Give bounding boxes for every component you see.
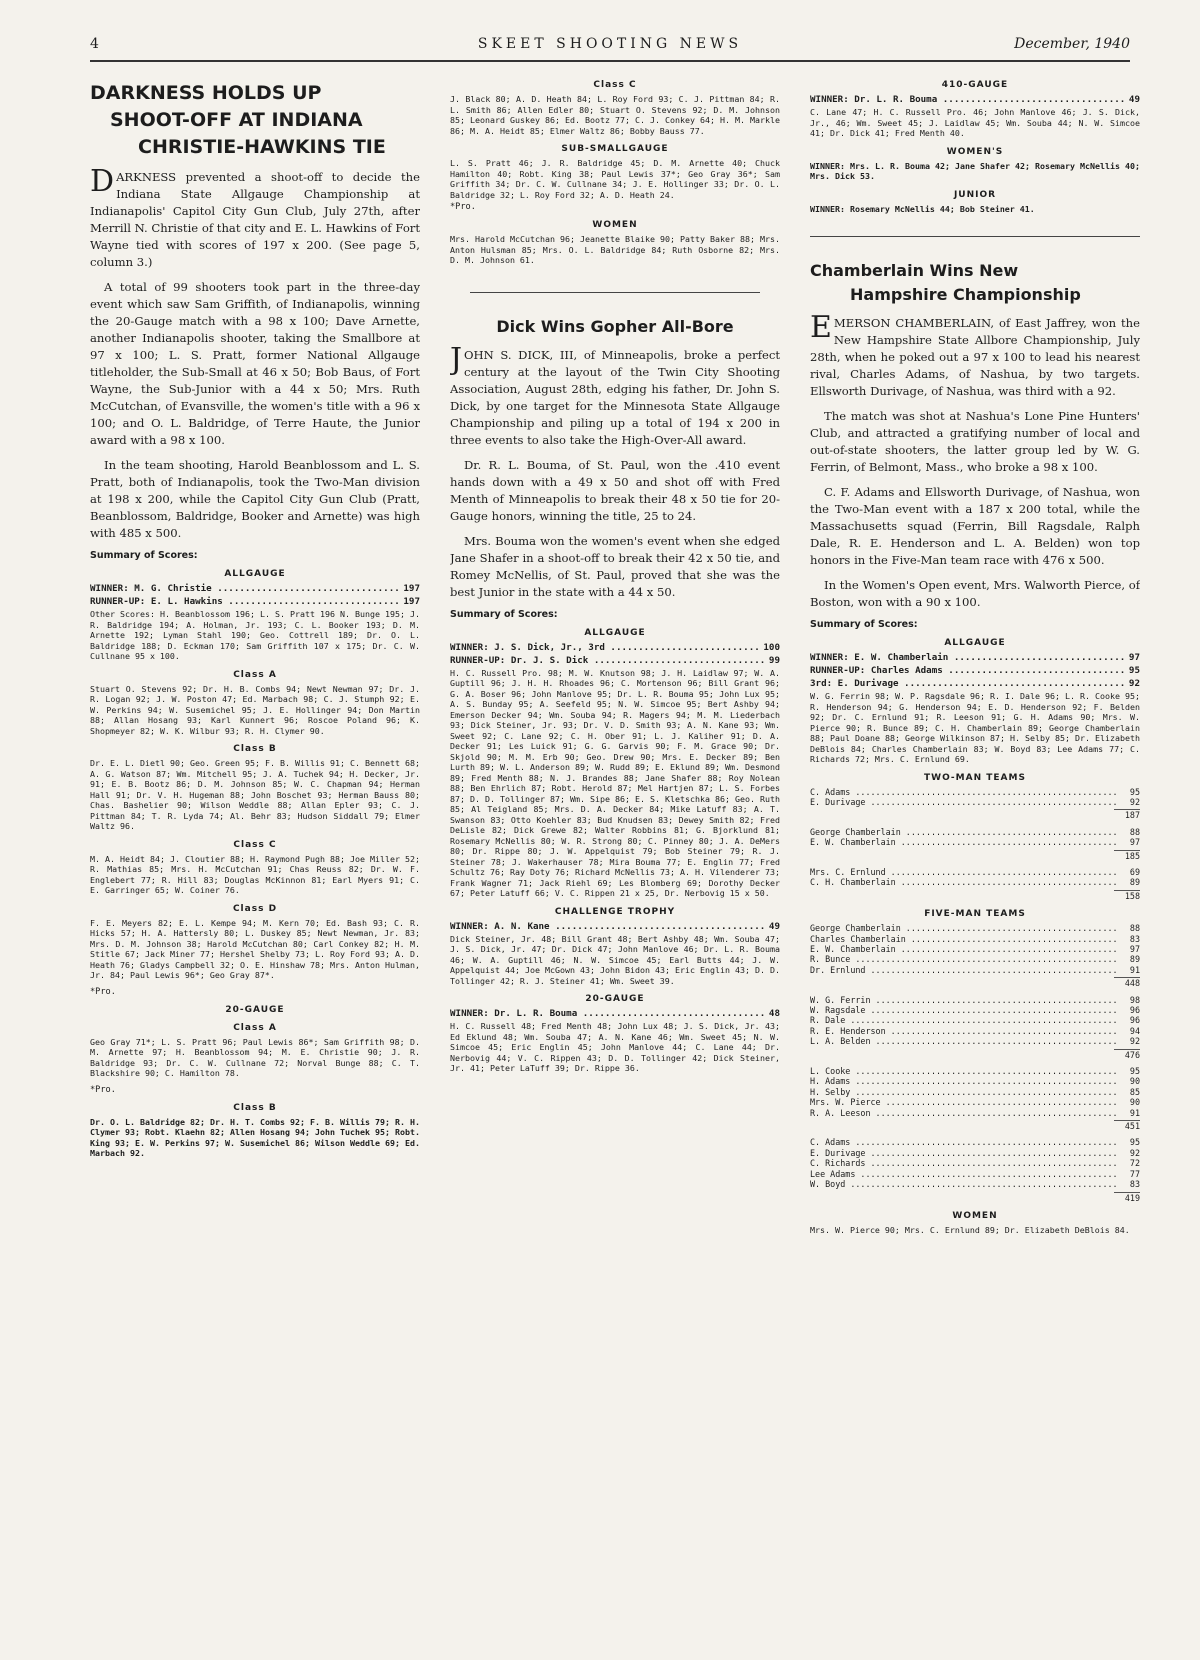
member-name: H. Adams .....	[810, 1076, 1118, 1086]
team-member-row	[810, 944, 1140, 954]
class-c-scores: M. A. Heidt 84; J. Cloutier 88; H. Raymond Pugh 88; Joe Miller 52; R. Mathias 85; Mrs. H. McCutchan 91; Chas Reuss 82; Dr. W. F. Englebert 77; R. Hill 83; Douglas McKinnon 81; Earl Myers 91; C. E. Garringer 65; W. Coiner 76.	[90, 853, 420, 895]
gopher-headline: Dick Wins Gopher All-Bore	[496, 316, 734, 336]
runner-up-label: RUNNER-UP: E. L. Hawkins .....	[90, 596, 400, 607]
410-gauge-scores: C. Lane 47; H. C. Russell Pro. 46; John Manlove 46; J. S. Dick, Jr., 46; Wm. Sweet 45; J. Laidlaw 45; Wm. Souba 44; N. W. Simcoe 41; Dr. Dick 41; Fred Menth 40.	[810, 107, 1140, 138]
headline-line-2: Hampshire Championship	[850, 285, 1081, 304]
20-gauge-class-b-heading: Class B	[233, 1102, 277, 1113]
member-score: 89	[1129, 954, 1140, 965]
member-score: 92	[1129, 796, 1140, 807]
class-c-heading: Class C	[233, 839, 277, 850]
team-member-row	[810, 1148, 1140, 1158]
member-name: L. Cooke .....	[810, 1066, 1118, 1076]
member-name: E. W. Chamberlain .....	[810, 944, 1118, 954]
nh-paragraph-4: In the Women's Open event, Mrs. Walworth Pierce, of Boston, won with a 90 x 100.	[810, 578, 1140, 609]
team-total: 187	[1114, 809, 1140, 820]
team-member-row	[810, 787, 1140, 797]
women-heading: WOMEN	[592, 220, 638, 230]
member-score: 91	[1129, 1107, 1140, 1118]
team-member-row	[810, 1097, 1140, 1107]
member-name: Mrs. W. Pierce .....	[810, 1097, 1118, 1107]
third-place-line	[810, 678, 1140, 689]
other-scores: Other Scores: H. Beanblossom 196; L. S. Pratt 196 N. Bunge 195; J. R. Baldridge 194; A. Holman, Jr. 193; C. L. Booker 193; D. M. Arnette 192; Lyman Stahl 190; Geo. Cottrell 189; Dr. O. L. Baldridge 188; D. Eckman 170; Sam Griffith 107 x 175; Dr. C. W. Cullnane 95 x 100.	[90, 609, 420, 661]
20-gauge-class-a-heading: Class A	[233, 1022, 277, 1033]
member-score: 92	[1129, 1147, 1140, 1158]
team-block	[810, 827, 1140, 861]
member-name: Dr. Ernlund .....	[810, 965, 1118, 975]
team-member-row	[810, 1179, 1140, 1189]
pro-note: *Pro.	[450, 202, 476, 212]
team-block	[810, 995, 1140, 1060]
winner-label: WINNER: J. S. Dick, Jr., 3rd .....	[450, 642, 760, 653]
team-block	[810, 787, 1140, 821]
challenge-winner-line	[450, 921, 780, 932]
member-score: 94	[1129, 1025, 1140, 1036]
team-total: 476	[1114, 1049, 1140, 1060]
winner-score: 49	[1128, 94, 1140, 105]
five-man-teams	[810, 923, 1140, 1203]
member-name: George Chamberlain .....	[810, 827, 1118, 837]
divider	[470, 292, 760, 293]
page-header	[90, 30, 1130, 62]
indiana-paragraph-2: A total of 99 shooters took part in the three-day event which saw Sam Griffith, of Indianapolis, winning the 20-Gauge match with a 98 x 100; Dave Arnette, another Indianapolis shooter, taking the Smallbore at 97 x 100; L. S. Pratt, former National Allgauge titleholder, the Sub-Small at 46 x 50; Bob Baus, of Fort Wayne, the Sub-Junior with a 44 x 50; Mrs. Ruth McCutchan, of Evansville, the women's title with a 96 x 100; and O. L. Baldridge, of Terre Haute, the Junior award with a 98 x 100.	[90, 280, 420, 447]
paragraph-text: MERSON CHAMBERLAIN, of East Jaffrey, won the New Hampshire State Allbore Championship, July 28th, when he poked out a 97 x 100 to lead his nearest rival, Charles Adams, of Nashua, by two targets. Ellsworth Durivage, of Nashua, was third with a 92.	[810, 316, 1140, 398]
winner-score: 48	[768, 1008, 780, 1019]
winner-score: 49	[768, 920, 780, 932]
member-name: L. A. Belden .....	[810, 1036, 1118, 1046]
20-gauge-scores: H. C. Russell 48; Fred Menth 48; John Lux 48; J. S. Dick, Jr. 43; Ed Eklund 48; Wm. Souba 47; A. N. Kane 46; Wm. Sweet 45; N. W. Simcoe 45; Eric Englin 45; John Manlove 44; C. Lane 44; Dr. Nerbovig 44; V. C. Rippen 43; D. D. Tollinger 42; Dick Steiner, Jr. 41; Peter LaTuff 39; Dr. Rippe 36.	[450, 1021, 780, 1073]
nh-paragraph-1	[810, 310, 1140, 400]
headline-line-1: DARKNESS HOLDS UP	[90, 82, 322, 104]
team-block	[810, 923, 1140, 988]
team-total: 451	[1114, 1120, 1140, 1131]
sub-smallgauge-heading: SUB-SMALLGAUGE	[561, 144, 669, 154]
member-score: 83	[1129, 1179, 1140, 1190]
runner-up-score: 99	[768, 654, 780, 666]
winner-label: WINNER: Dr. L. R. Bouma .....	[810, 94, 1126, 105]
team-member-row	[810, 995, 1140, 1005]
runner-up-line	[90, 596, 420, 607]
column-3	[810, 80, 1140, 1650]
member-name: Lee Adams .....	[810, 1169, 1118, 1179]
member-score: 97	[1129, 943, 1140, 954]
member-score: 90	[1129, 1076, 1140, 1087]
womens-scores: WINNER: Mrs. L. R. Bouma 42; Jane Shafer 42; Rosemary McNellis 40; Mrs. Dick 53.	[810, 160, 1140, 181]
allgauge-scores: H. C. Russell Pro. 98; M. W. Knutson 98; J. H. Laidlaw 97; W. A. Guptill 96; J. H. H. Rhoades 96; C. Mortenson 96; Bill Grant 96; G. A. Boser 96; John Manlove 95; Dr. L. R. Bouma 95; John Lux 95; A. S. Bunday 95; A. Seefeld 95; N. W. Simcoe 95; Bert Ashby 94; Emerson Decker 94; Wm. Souba 94; R. Magers 94; M. M. Liederbach 93; Dick Steiner, Jr. 93; Dr. V. D. Smith 93; A. N. Kane 93; Wm. Sweet 92; C. Lane 92; C. H. Ober 91; L. J. Kaliher 91; D. A. Decker 91; Les Luick 91; G. G. Garvis 90; F. M. Grace 90; Dr. Skjold 90; M. M. Erb 90; Geo. Drew 90; Mrs. E. Decker 89; Ben Lurth 89; W. L. Anderson 89; W. Rudd 89; E. Eklund 89; Wm. Desmond 89; Fred Menth 88; N. J. Brandes 88; Jane Shafer 88; Roy Nolean 88; Ben Ehrlich 87; Robt. Herold 87; Mel Hartjen 87; L. S. Forbes 87; D. D. Tollinger 87; Wm. Sipe 86; E. S. Kletschka 86; Geo. Ruth 85; Al Teigland 85; Mrs. D. A. Decker 84; Mike Latuff 83; A. T. Swanson 83; Otto Koehler 83; Bud Knudsen 83; Dewey Smith 82; Fred DeLisle 82; Dick Grewe 82; Walter Robbins 81; G. Bjorklund 81; Rosemary McNellis 80; W. R. Strong 80; C. Pinney 80; J. A. DeMers 80; Dr. Rippe 80; J. W. Appelquist 79; Bob Steiner 79; R. J. Steiner 78; J. Wakerhauser 78; Mira Bouma 77; E. Englin 77; Fred Schultz 76; Ray Doty 76; Richard McNellis 73; A. H. Vilenderer 73; Frank Wagner 71; Jack Riehl 69; Les Blomberg 69; Dorothy Decker 67; Peter Latuff 66; V. C. Rippen 21 x 25, Dr. Nerbovig 15 x 50.	[450, 667, 780, 898]
team-block	[810, 1066, 1140, 1131]
member-score: 92	[1129, 1036, 1140, 1047]
allgauge-heading: ALLGAUGE	[584, 627, 646, 638]
member-name: R. E. Henderson .....	[810, 1026, 1118, 1036]
allgauge-heading: ALLGAUGE	[224, 569, 286, 579]
member-name: C. Richards .....	[810, 1158, 1118, 1168]
member-score: 95	[1129, 786, 1140, 797]
five-man-teams-heading: FIVE-MAN TEAMS	[924, 909, 1026, 920]
class-a-heading: Class A	[233, 669, 277, 680]
team-member-row	[810, 1076, 1140, 1086]
issue-date: December, 1940	[1014, 36, 1130, 52]
team-member-row	[810, 1015, 1140, 1025]
runner-up-label: RUNNER-UP: Charles Adams .....	[810, 665, 1126, 676]
member-name: C. Adams .....	[810, 787, 1118, 797]
member-score: 95	[1129, 1066, 1140, 1077]
team-block	[810, 1137, 1140, 1202]
class-b-heading: Class B	[233, 744, 277, 754]
team-total: 448	[1114, 977, 1140, 988]
winner-label: WINNER: M. G. Christie .....	[90, 583, 400, 594]
member-score: 69	[1129, 866, 1140, 877]
member-score: 85	[1129, 1086, 1140, 1097]
team-total: 185	[1114, 850, 1140, 861]
class-d-heading: Class D	[232, 903, 278, 914]
20-gauge-class-b-scores: Dr. O. L. Baldridge 82; Dr. H. T. Combs 92; F. B. Willis 79; R. H. Clymer 93; Robt. Klaehn 82; Allen Hosang 94; John Tuchek 95; Robt. King 93; E. W. Perkins 97; W. Susemichel 86; Wilson Weddle 69; Ed. Marbach 92.	[90, 1116, 420, 1158]
class-c-heading: Class C	[593, 80, 637, 90]
nh-paragraph-2: The match was shot at Nashua's Lone Pine Hunters' Club, and attracted a gratifying number of local and out-of-state shooters, the latter group led by W. G. Ferrin, of Belmont, Mass., who broke a 98 x 100.	[810, 409, 1140, 474]
runner-up-label: RUNNER-UP: Dr. J. S. Dick .....	[450, 655, 766, 666]
gopher-paragraph-3: Mrs. Bouma won the women's event when she edged Jane Shafer in a shoot-off to break their 42 x 50 tie, and Romey McNellis, of St. Paul, proved that she was the best Junior in the state with a 44 x 50.	[450, 533, 780, 599]
junior-scores: WINNER: Rosemary McNellis 44; Bob Steiner 41.	[810, 203, 1035, 214]
team-member-row	[810, 965, 1140, 975]
team-member-row	[810, 1108, 1140, 1118]
member-name: R. Dale .....	[810, 1015, 1118, 1025]
winner-score: 100	[763, 641, 780, 653]
member-name: Charles Chamberlain .....	[810, 934, 1118, 944]
class-a-scores: Stuart O. Stevens 92; Dr. H. B. Combs 94; Newt Newman 97; Dr. J. R. Logan 92; J. W. Poston 47; Ed. Marbach 98; C. J. Stumph 92; E. W. Perkins 94; W. Susemichel 95; J. E. Hollinger 94; Don Martin 88; Allan Hosang 93; Karl Kunnert 96; Roscoe Poland 96; K. Shopmeyer 82; W. K. Wilbur 93; R. H. Clymer 90.	[90, 683, 420, 736]
winner-score: 197	[403, 583, 420, 594]
410-gauge-heading: 410-GAUGE	[941, 80, 1009, 90]
team-member-row	[810, 797, 1140, 807]
member-name: George Chamberlain .....	[810, 923, 1118, 933]
drop-cap: D	[90, 164, 115, 199]
winner-label: WINNER: Dr. L. R. Bouma .....	[450, 1008, 766, 1019]
divider	[810, 236, 1140, 237]
summary-heading: Summary of Scores:	[450, 608, 558, 620]
20-gauge-class-a-scores: Geo Gray 71*; L. S. Pratt 96; Paul Lewis 86*; Sam Griffith 98; D. M. Arnette 97; H. Beanblossom 94; M. E. Christie 90; J. R. Baldridge 93; Dr. C. W. Cullnane 72; Norval Bunge 88; C. T. Blackshire 90; C. Hamilton 78.	[90, 1036, 420, 1078]
member-name: W. G. Ferrin .....	[810, 995, 1118, 1005]
team-member-row	[810, 1158, 1140, 1168]
summary-heading: Summary of Scores:	[90, 550, 198, 561]
winner-line	[810, 652, 1140, 663]
headline-line-3: CHRISTIE-HAWKINS TIE	[138, 136, 386, 158]
member-name: R. Bunce .....	[810, 954, 1118, 964]
member-score: 97	[1129, 837, 1140, 848]
410-winner-line	[810, 94, 1140, 105]
publication-name: SKEET SHOOTING NEWS	[477, 36, 743, 52]
member-name: E. Durivage .....	[810, 797, 1118, 807]
member-name: E. W. Chamberlain .....	[810, 837, 1118, 847]
team-member-row	[810, 1005, 1140, 1015]
class-b-scores: Dr. E. L. Dietl 90; Geo. Green 95; F. B. Willis 91; C. Bennett 68; A. G. Watson 87; Wm. Mitchell 95; J. A. Tuchek 94; H. Decker, Jr. 91; E. B. Bootz 86; D. M. Johnson 85; W. C. Chapman 94; Herman Hall 91; Dr. V. H. Hugeman 88; John Boschet 93; Herman Bauss 80; Chas. Bashelier 90; Wilson Weddle 88; Allan Epler 93; C. J. Pittman 84; T. R. Lyda 74; Al. Behr 83; Hudson Siddall 79; Elmer Waltz 96.	[90, 758, 420, 831]
paragraph-text: ARKNESS prevented a shoot-off to decide the Indiana State Allgauge Championship at Indianapolis' Capitol City Gun Club, July 27th, after Merrill N. Christie of that city and E. L. Hawkins of Fort Wayne tied with scores of 197 x 200. (See page 5, column 3.)	[90, 170, 420, 269]
team-member-row	[810, 1087, 1140, 1097]
new-hampshire-headline	[810, 259, 1140, 307]
women-scores: Mrs. Harold McCutchan 96; Jeanette Blaike 90; Patty Baker 88; Mrs. Anton Hulsman 85; Mrs. O. L. Baldridge 84; Ruth Osborne 82; Mrs. D. M. Johnson 61.	[450, 234, 780, 265]
allgauge-scores: W. G. Ferrin 98; W. P. Ragsdale 96; R. I. Dale 96; L. R. Cooke 95; R. Henderson 94; G. Henderson 94; E. D. Henderson 92; F. Belden 92; Dr. C. Ernlund 91; R. Leeson 91; G. H. Adams 90; Mrs. W. Pierce 90; R. Bunce 89; C. H. Chamberlain 89; George Chamberlain 88; Paul Doane 88; George Wilkinson 87; H. Selby 85; Dr. Elizabeth DeBlois 84; Charles Chamberlain 83; W. Boyd 83; Lee Adams 77; C. Richards 72; Mrs. C. Ernlund 69.	[810, 691, 1140, 764]
member-name: W. Boyd .....	[810, 1179, 1118, 1189]
drop-cap: J	[450, 341, 463, 377]
member-name: H. Selby .....	[810, 1087, 1118, 1097]
team-member-row	[810, 867, 1140, 877]
gopher-paragraph-1	[450, 341, 780, 449]
member-score: 90	[1129, 1097, 1140, 1108]
member-score: 83	[1129, 933, 1140, 944]
headline-line-1: Chamberlain Wins New	[810, 261, 1019, 280]
team-member-row	[810, 923, 1140, 933]
team-member-row	[810, 1169, 1140, 1179]
runner-up-line	[810, 665, 1140, 676]
team-total: 419	[1114, 1192, 1140, 1203]
team-member-row	[810, 1066, 1140, 1076]
member-score: 98	[1129, 994, 1140, 1005]
team-member-row	[810, 934, 1140, 944]
summary-heading: Summary of Scores:	[810, 619, 918, 630]
runner-up-score: 197	[403, 596, 420, 607]
team-member-row	[810, 1036, 1140, 1046]
winner-label: WINNER: A. N. Kane .....	[450, 921, 766, 932]
women-scores: Mrs. W. Pierce 90; Mrs. C. Ernlund 89; Dr. Elizabeth DeBlois 84.	[810, 1224, 1130, 1235]
class-d-scores: F. E. Meyers 82; E. L. Kempe 94; M. Kern 70; Ed. Bash 93; C. R. Hicks 57; H. A. Hattersly 80; L. Duskey 85; Newt Newman, Jr. 83; Mrs. D. M. Johnson 38; Harold McCutchan 80; Carl Conkey 82; H. M. Stitle 67; Jack Miner 77; Hershel Shelby 73; L. Roy Ford 93; A. D. Heath 76; Gladys Campbell 32; O. E. Hinshaw 78; Mrs. Anton Hulman, Jr. 84; Paul Lewis 96*; Geo Gray 87*.	[90, 917, 420, 980]
two-man-teams-heading: TWO-MAN TEAMS	[924, 772, 1026, 783]
allgauge-heading: ALLGAUGE	[944, 638, 1006, 648]
pro-note: *Pro.	[90, 986, 116, 997]
team-member-row	[810, 827, 1140, 837]
member-score: 96	[1129, 1015, 1140, 1026]
member-score: 88	[1129, 826, 1140, 837]
nh-paragraph-3: C. F. Adams and Ellsworth Durivage, of Nashua, won the Two-Man event with a 187 x 200 total, while the Massachusetts squad (Ferrin, Bill Ragsdale, Ralph Dale, R. E. Henderson and L. A. Belden) won top honors in the Five-Man team race with 476 x 500.	[810, 485, 1140, 567]
team-total: 158	[1114, 890, 1140, 901]
20-gauge-heading: 20-GAUGE	[585, 994, 645, 1004]
member-name: R. A. Leeson .....	[810, 1108, 1118, 1118]
runner-up-line	[450, 655, 780, 666]
sub-smallgauge-scores: L. S. Pratt 46; J. R. Baldridge 45; D. M. Arnette 40; Chuck Hamilton 40; Robt. King 38; Paul Lewis 37*; Geo Gray 36*; Sam Griffith 34; Dr. C. W. Cullnane 34; J. E. Hollinger 33; Dr. O. L. Baldridge 32; L. Roy Ford 32; A. D. Heath 24.	[450, 158, 780, 200]
member-name: C. H. Chamberlain .....	[810, 877, 1118, 887]
member-score: 88	[1129, 923, 1140, 934]
class-c-scores: J. Black 80; A. D. Heath 84; L. Roy Ford 93; C. J. Pittman 84; R. L. Smith 86; Allen Edler 80; Stuart O. Stevens 92; D. M. Johnson 85; Leonard Guskey 86; Ed. Bootz 77; C. J. Conkey 64; H. M. Markle 86; M. A. Heidt 85; Elmer Waltz 86; Bobby Bauss 77.	[450, 94, 780, 136]
member-score: 96	[1129, 1005, 1140, 1015]
member-score: 72	[1129, 1158, 1140, 1169]
column-1	[90, 80, 420, 1650]
team-member-row	[810, 954, 1140, 964]
member-score: 91	[1129, 964, 1140, 975]
paragraph-text: OHN S. DICK, III, of Minneapolis, broke a perfect century at the layout of the Twin City Shooting Association, August 28th, edging his father, Dr. John S. Dick, by one target for the Minnesota State Allgauge Championship and piling up a total of 194 x 200 in three events to also take the High-Over-All award.	[450, 347, 780, 447]
member-score: 77	[1129, 1168, 1140, 1179]
womens-heading: WOMEN'S	[946, 146, 1004, 157]
pro-note: *Pro.	[90, 1084, 116, 1095]
member-name: W. Ragsdale .....	[810, 1005, 1118, 1015]
junior-heading: JUNIOR	[953, 189, 997, 200]
two-man-teams	[810, 787, 1140, 902]
team-member-row	[810, 837, 1140, 847]
indiana-paragraph-1	[90, 164, 420, 271]
20-gauge-heading: 20-GAUGE	[225, 1004, 285, 1015]
member-score: 95	[1129, 1137, 1140, 1148]
winner-score: 97	[1128, 652, 1140, 663]
gopher-paragraph-2: Dr. R. L. Bouma, of St. Paul, won the .410 event hands down with a 49 x 50 and shot off with Fred Menth of Minneapolis to break their 48 x 50 tie for 20-Gauge honors, winning the title, 25 to 24.	[450, 457, 780, 523]
member-name: Mrs. C. Ernlund .....	[810, 867, 1118, 877]
winner-label: WINNER: E. W. Chamberlain .....	[810, 652, 1126, 663]
column-2	[450, 80, 780, 1650]
winner-line	[90, 583, 420, 594]
team-block	[810, 867, 1140, 901]
indiana-headline	[90, 80, 420, 161]
women-heading: WOMEN	[952, 1210, 998, 1221]
member-name: C. Adams .....	[810, 1137, 1118, 1147]
winner-line	[450, 642, 780, 653]
20-gauge-winner-line	[450, 1008, 780, 1019]
page-number: 4	[90, 36, 99, 52]
challenge-trophy-heading: CHALLENGE TROPHY	[554, 906, 676, 917]
third-score: 92	[1128, 678, 1140, 689]
challenge-scores: Dick Steiner, Jr. 48; Bill Grant 48; Bert Ashby 48; Wm. Souba 47; J. S. Dick, Jr. 47; Dr. Dick 47; John Manlove 46; Dr. L. R. Bouma 46; W. A. Guptill 46; N. W. Simcoe 45; Earl Butts 44; J. W. Appelquist 44; Joe McGown 43; John Bidon 43; Eric Englin 43; D. D. Tollinger 42; R. J. Steiner 41; Wm. Sweet 39.	[450, 933, 780, 986]
team-member-row	[810, 1026, 1140, 1036]
indiana-paragraph-3: In the team shooting, Harold Beanblossom and L. S. Pratt, both of Indianapolis, took the Two-Man division at 198 x 200, while the Capitol City Gun Club (Pratt, Beanblossom, Baldridge, Booker and Arnette) was high with 485 x 500.	[90, 458, 420, 540]
team-member-row	[810, 1137, 1140, 1147]
third-label: 3rd: E. Durivage .....	[810, 678, 1126, 689]
member-score: 89	[1129, 877, 1140, 888]
drop-cap: E	[810, 310, 832, 345]
team-member-row	[810, 877, 1140, 887]
member-name: E. Durivage .....	[810, 1148, 1118, 1158]
headline-line-2: SHOOT-OFF AT INDIANA	[110, 109, 363, 131]
runner-up-score: 95	[1128, 665, 1140, 676]
